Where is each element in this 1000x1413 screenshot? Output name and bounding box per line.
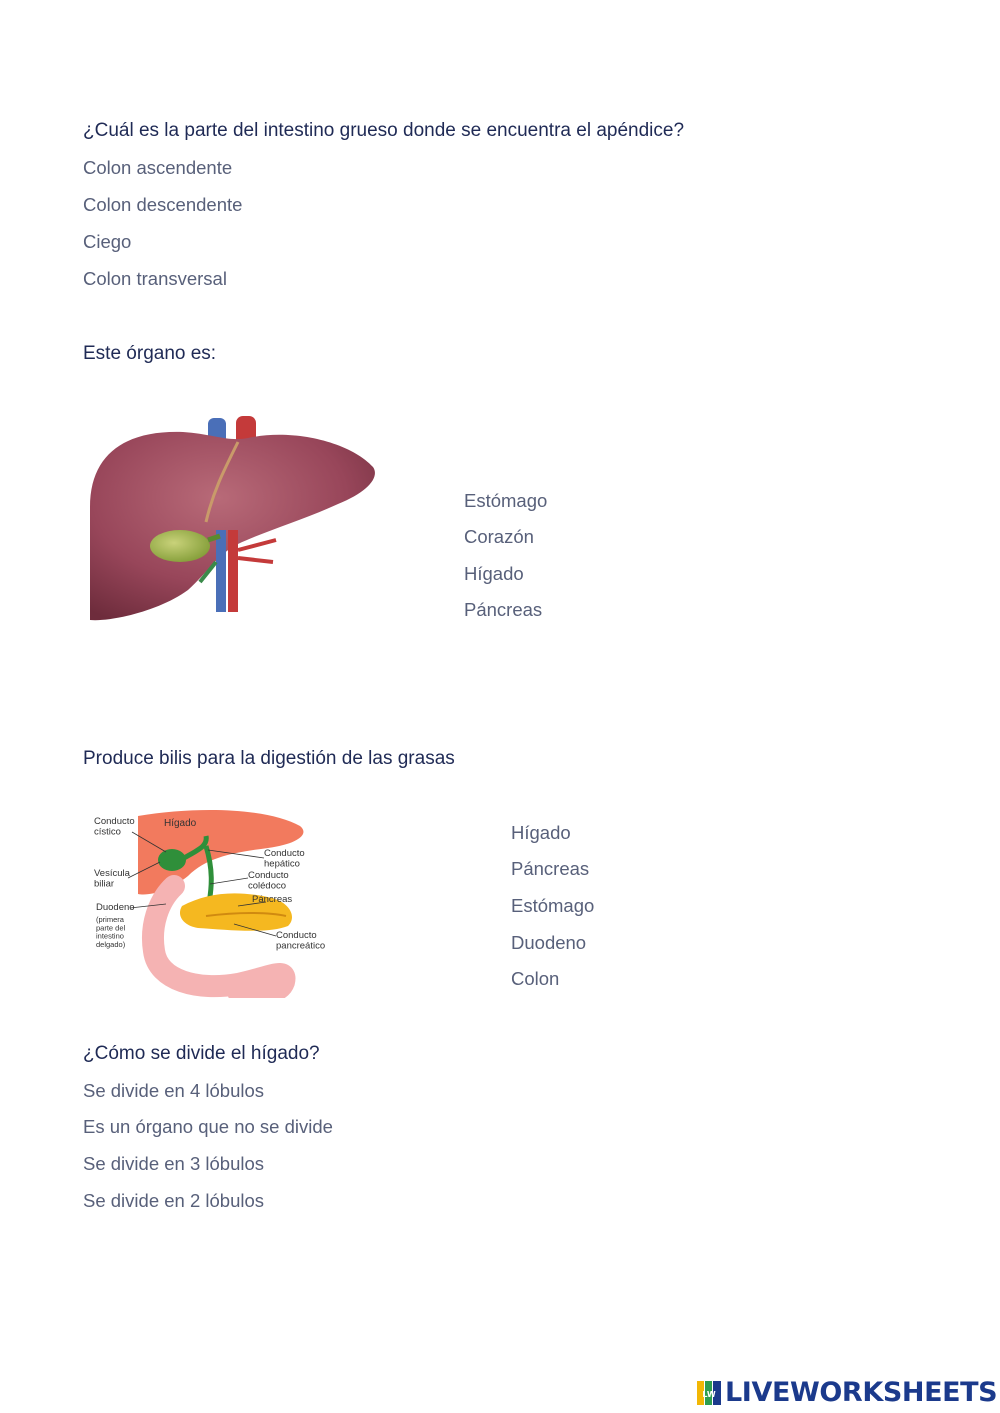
label-line: biliar xyxy=(94,878,115,890)
label-pancreas: Páncreas xyxy=(252,894,293,905)
question-4-option-2[interactable]: Es un órgano que no se divide xyxy=(83,1116,333,1137)
label-line: intestino xyxy=(96,931,124,941)
label-line: pancreático xyxy=(276,940,326,952)
liver-illustration xyxy=(88,412,380,622)
label-coledoco: Conducto colédoco xyxy=(248,870,289,892)
question-1-prompt: ¿Cuál es la parte del intestino grueso donde se encuentra el apéndice? xyxy=(83,120,685,141)
question-3-option-4[interactable]: Duodeno xyxy=(511,932,587,953)
question-2-option-3[interactable]: Hígado xyxy=(464,563,524,584)
logo-text: LIVEWORKSHEETS xyxy=(725,1377,998,1408)
label-line: cístico xyxy=(94,826,121,838)
question-1-option-4[interactable]: Colon transversal xyxy=(83,268,227,289)
question-3-option-5[interactable]: Colon xyxy=(511,968,560,989)
question-1-option-3[interactable]: Ciego xyxy=(83,231,132,252)
question-3-prompt: Produce bilis para la digestión de las grasas xyxy=(83,748,455,769)
label-line: colédoco xyxy=(248,880,287,892)
question-4-option-1[interactable]: Se divide en 4 lóbulos xyxy=(83,1080,265,1101)
question-3-option-1[interactable]: Hígado xyxy=(511,822,571,843)
question-3-option-2[interactable]: Páncreas xyxy=(511,858,590,879)
label-higado: Hígado xyxy=(164,818,197,829)
question-4-option-4[interactable]: Se divide en 2 lóbulos xyxy=(83,1190,265,1211)
question-4-prompt: ¿Cómo se divide el hígado? xyxy=(83,1043,320,1064)
label-line: parte del xyxy=(96,923,126,933)
label-pancreatico: Conducto pancreático xyxy=(276,930,326,952)
question-2-option-1[interactable]: Estómago xyxy=(464,490,548,511)
question-1-option-1[interactable]: Colon ascendente xyxy=(83,157,233,178)
label-duodeno: Duodeno xyxy=(96,902,135,913)
question-3-option-3[interactable]: Estómago xyxy=(511,895,595,916)
digestive-diagram xyxy=(88,806,340,998)
question-2-option-4[interactable]: Páncreas xyxy=(464,599,543,620)
label-vesicula: Vesícula biliar xyxy=(94,868,130,890)
label-line: hepático xyxy=(264,858,300,870)
svg-text:LW: LW xyxy=(702,1390,716,1399)
question-4-option-3[interactable]: Se divide en 3 lóbulos xyxy=(83,1153,265,1174)
label-line: delgado) xyxy=(96,939,126,949)
label-hepatico: Conducto hepático xyxy=(264,848,305,870)
question-1-option-2[interactable]: Colon descendente xyxy=(83,194,243,215)
label-cistico: Conducto cístico xyxy=(94,816,135,838)
question-2-prompt: Este órgano es: xyxy=(83,343,217,364)
question-2-option-2[interactable]: Corazón xyxy=(464,526,534,547)
label-duodeno-note: (primera parte del intestino delgado) xyxy=(96,915,126,949)
logo-mark-icon xyxy=(697,1381,721,1405)
liveworksheets-logo[interactable] xyxy=(697,1376,997,1410)
